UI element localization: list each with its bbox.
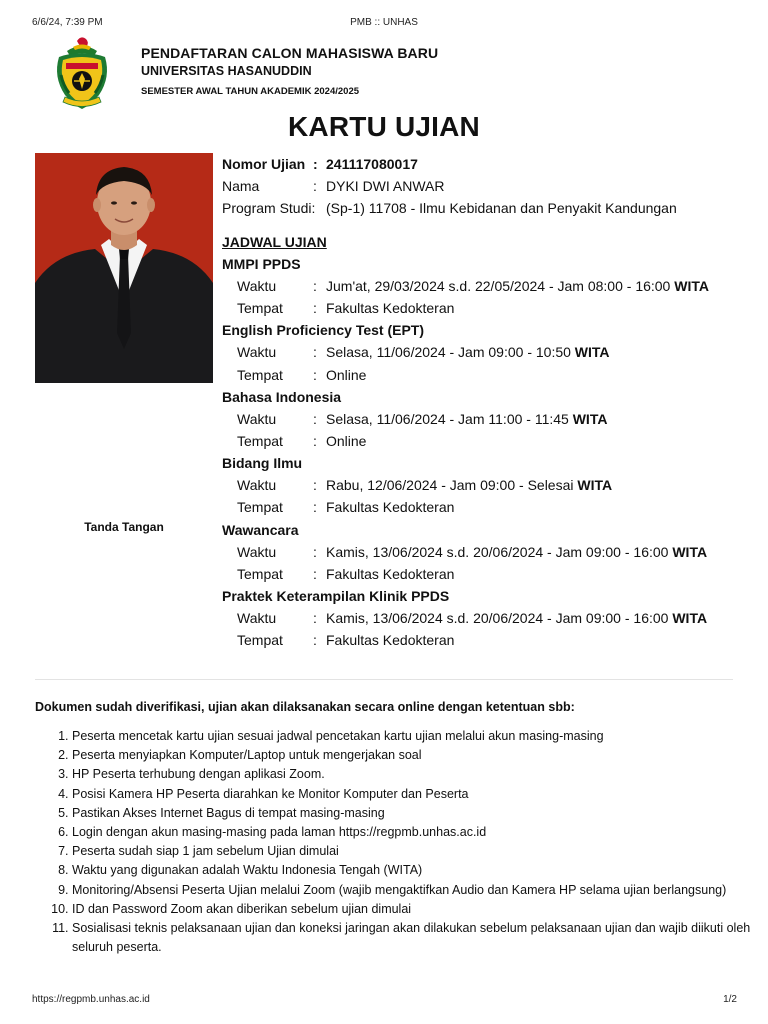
notice-heading: Dokumen sudah diverifikasi, ujian akan dilaksanakan secara online dengan ketentuan sbb: (35, 700, 575, 714)
exam-time-row (222, 275, 742, 297)
time-zone: WITA (572, 410, 608, 427)
rule-item: 7. Peserta sudah siap 1 jam sebelum Ujian dimulai (72, 842, 768, 861)
exam-place-row (222, 430, 742, 452)
time-label: Waktu (237, 543, 277, 560)
time-label: Waktu (237, 410, 277, 427)
exam-place-row (222, 297, 742, 319)
time-zone: WITA (672, 543, 708, 560)
place-label: Tempat (237, 300, 283, 317)
exam-item (222, 519, 742, 585)
print-header (0, 17, 768, 31)
name-label: Nama (222, 178, 260, 194)
exam-time-row (222, 341, 742, 363)
exam-name: Bahasa Indonesia (222, 388, 342, 405)
exam-item (222, 253, 742, 319)
rules-list (35, 727, 768, 957)
exam-place-value: Online (326, 432, 367, 449)
exam-number-label: Nomor Ujian (222, 156, 306, 172)
colon: : (313, 432, 317, 449)
exam-item (222, 452, 742, 518)
colon: : (313, 477, 317, 494)
exam-time-value (326, 541, 707, 563)
place-label: Tempat (237, 366, 283, 383)
colon: : (313, 156, 318, 172)
exam-time-value (326, 408, 607, 430)
exam-item (222, 386, 742, 452)
exam-time-value (326, 607, 707, 629)
place-label: Tempat (237, 432, 283, 449)
candidate-info (222, 153, 742, 651)
rule-item: 8. Waktu yang digunakan adalah Waktu Indonesia Tengah (WITA) (72, 861, 768, 880)
exam-time-text: Kamis, 13/06/2024 s.d. 20/06/2024 - Jam 09:00 - 16:00 (326, 543, 669, 560)
signature-label: Tanda Tangan (84, 520, 164, 534)
exam-place-value: Fakultas Kedokteran (326, 565, 455, 582)
registration-title: PENDAFTARAN CALON MAHASISWA BARU (141, 45, 439, 61)
time-label: Waktu (237, 609, 277, 626)
exam-item (222, 585, 742, 651)
exam-time-value (326, 474, 612, 496)
divider (35, 679, 733, 680)
exam-item (222, 319, 742, 385)
rule-item: 4. Posisi Kamera HP Peserta diarahkan ke Monitor Komputer dan Peserta (72, 785, 768, 804)
colon: : (313, 344, 317, 361)
colon: : (313, 565, 317, 582)
rule-item: 9. Monitoring/Absensi Peserta Ujian melalui Zoom (wajib mengaktifkan Audio dan Kamera HP selama ujian berlangsung) (72, 881, 768, 900)
exam-time-value (326, 341, 610, 363)
institution-header (141, 43, 438, 100)
time-label: Waktu (237, 344, 277, 361)
colon: : (313, 366, 317, 383)
exam-time-text: Kamis, 13/06/2024 s.d. 20/06/2024 - Jam 09:00 - 16:00 (326, 609, 669, 626)
colon: : (313, 300, 317, 317)
colon: : (313, 632, 317, 649)
time-label: Waktu (237, 477, 277, 494)
exam-time-row (222, 474, 742, 496)
academic-semester: SEMESTER AWAL TAHUN AKADEMIK 2024/2025 (141, 86, 360, 97)
time-label: Waktu (237, 278, 277, 294)
program-value: (Sp-1) 11708 - Ilmu Kebidanan dan Penyakit Kandungan (326, 200, 677, 216)
program-row (222, 197, 742, 219)
time-zone: WITA (574, 344, 610, 361)
rule-item: 5. Pastikan Akses Internet Bagus di tempat masing-masing (72, 804, 768, 823)
print-footer (0, 994, 768, 1008)
exam-name: MMPI PPDS (222, 256, 301, 272)
exam-time-row (222, 541, 742, 563)
exam-place-value: Fakultas Kedokteran (326, 632, 455, 649)
place-label: Tempat (237, 565, 283, 582)
time-zone: WITA (672, 609, 708, 626)
exam-time-row (222, 408, 742, 430)
rule-item: 1. Peserta mencetak kartu ujian sesuai jadwal pencetakan kartu ujian melalui akun masing-masing (72, 727, 768, 746)
print-datetime: 6/6/24, 7:39 PM (32, 17, 103, 28)
name-value: DYKI DWI ANWAR (326, 178, 445, 194)
rule-item: 2. Peserta menyiapkan Komputer/Laptop untuk mengerjakan soal (72, 746, 768, 765)
schedule-heading: JADWAL UJIAN (222, 234, 327, 250)
name-row (222, 175, 742, 197)
exam-place-row (222, 496, 742, 518)
exam-place-value: Online (326, 366, 367, 383)
colon: : (313, 499, 317, 516)
university-name: UNIVERSITAS HASANUDDIN (141, 64, 312, 78)
page-number: 1/2 (723, 994, 737, 1005)
exam-time-text: Jum'at, 29/03/2024 s.d. 22/05/2024 - Jam 08:00 - 16:00 (326, 278, 671, 294)
exam-name: Praktek Keterampilan Klinik PPDS (222, 587, 450, 604)
exam-place-row (222, 629, 742, 651)
colon: : (313, 178, 317, 194)
rule-item: 10. ID dan Password Zoom akan diberikan sebelum ujian dimulai (72, 900, 768, 919)
exam-name: Bidang Ilmu (222, 455, 303, 472)
exam-name: Wawancara (222, 521, 299, 538)
rule-item: 11. Sosialisasi teknis pelaksanaan ujian dan koneksi jaringan akan dilakukan sebelum pelaksanaan ujian dan wajib diikuti oleh seluruh peserta. (72, 919, 768, 957)
exam-number-value: 241117080017 (326, 156, 418, 172)
exam-place-row (222, 364, 742, 386)
time-zone: WITA (577, 477, 613, 494)
rule-item: 3. HP Peserta terhubung dengan aplikasi Zoom. (72, 765, 768, 784)
time-zone: WITA (674, 278, 709, 294)
exam-schedule-list (222, 253, 742, 651)
exam-place-row (222, 563, 742, 585)
rule-item: 6. Login dengan akun masing-masing pada laman https://regpmb.unhas.ac.id (72, 823, 768, 842)
colon: : (313, 410, 317, 427)
place-label: Tempat (237, 499, 283, 516)
exam-place-value: Fakultas Kedokteran (326, 300, 455, 317)
exam-time-text: Rabu, 12/06/2024 - Jam 09:00 - Selesai (326, 477, 574, 494)
exam-time-text: Selasa, 11/06/2024 - Jam 09:00 - 10:50 (326, 344, 571, 361)
print-url: https://regpmb.unhas.ac.id (32, 994, 150, 1005)
card-title: KARTU UJIAN (288, 111, 480, 142)
exam-name: English Proficiency Test (EPT) (222, 322, 425, 339)
program-label: Program Studi: (222, 200, 316, 216)
print-page-title: PMB :: UNHAS (350, 17, 418, 28)
candidate-photo (35, 153, 213, 383)
place-label: Tempat (237, 632, 283, 649)
colon: : (313, 278, 317, 294)
exam-place-value: Fakultas Kedokteran (326, 499, 455, 516)
exam-time-text: Selasa, 11/06/2024 - Jam 11:00 - 11:45 (326, 410, 569, 427)
colon: : (313, 543, 317, 560)
exam-time-value (326, 275, 709, 297)
university-crest-icon (47, 35, 117, 111)
colon: : (313, 609, 317, 626)
exam-number-row (222, 153, 742, 175)
exam-time-row (222, 607, 742, 629)
